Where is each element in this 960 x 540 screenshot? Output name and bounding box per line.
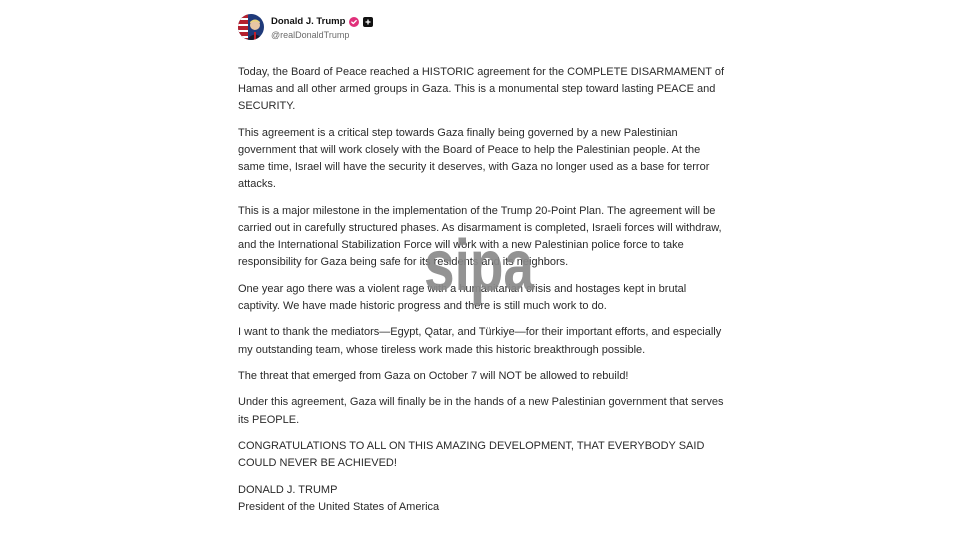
- post-paragraph: I want to thank the mediators—Egypt, Qatar, and Türkiye—for their important efforts, and especially my outstanding team, whose tireless work made this historic breakthrough possible.: [238, 326, 722, 356]
- post-body: [238, 64, 728, 516]
- post-card: [238, 12, 728, 516]
- watermark-text: sipa: [424, 228, 535, 306]
- post-paragraph: One year ago there was a violent rage with a humanitarian crisis and hostages kept in brutal captivity. We have made historic progress and there is still much work to do.: [238, 282, 687, 312]
- signature-title: President of the United States of America: [238, 500, 440, 513]
- post-paragraph: Under this agreement, Gaza will finally be in the hands of a new Palestinian government that serves its PEOPLE.: [238, 396, 724, 426]
- post-paragraph: The threat that emerged from Gaza on October 7 will NOT be allowed to rebuild!: [238, 369, 629, 382]
- post-header: [238, 12, 728, 42]
- author-handle[interactable]: @realDonaldTrump: [271, 30, 350, 40]
- verified-badge-icon: [349, 17, 359, 27]
- post-paragraph: CONGRATULATIONS TO ALL ON THIS AMAZING DEVELOPMENT, THAT EVERYBODY SAID COULD NEVER BE ACHIEVED!: [238, 439, 705, 470]
- signature-name: DONALD J. TRUMP: [238, 483, 338, 496]
- author-name-row: [271, 14, 373, 29]
- avatar[interactable]: [238, 14, 264, 40]
- author-name[interactable]: Donald J. Trump: [271, 16, 346, 27]
- follow-icon[interactable]: [363, 17, 373, 27]
- post-paragraph: This agreement is a critical step towards Gaza finally being governed by a new Palestinian government that will work closely with the Board of Peace to help the Palestinian people. At the same time, Israel will have the security it deserves, with Gaza no longer used as a base for terror attacks.: [238, 126, 710, 191]
- post-paragraph: This is a major milestone in the implementation of the Trump 20-Point Plan. The agreement will be carried out in carefully structured phases. As disarmament is completed, Israeli forces will withdraw, and the International Stabilization Force will work with a new Palestinian police force to take responsibility for Gaza being safe for its residents and its neighbors.: [238, 204, 722, 269]
- author-block: [271, 14, 373, 40]
- post-paragraph: Today, the Board of Peace reached a HISTORIC agreement for the COMPLETE DISARMAMENT of Hamas and all other armed groups in Gaza. This is a monumental step toward lasting PEACE and SECURITY.: [238, 66, 725, 113]
